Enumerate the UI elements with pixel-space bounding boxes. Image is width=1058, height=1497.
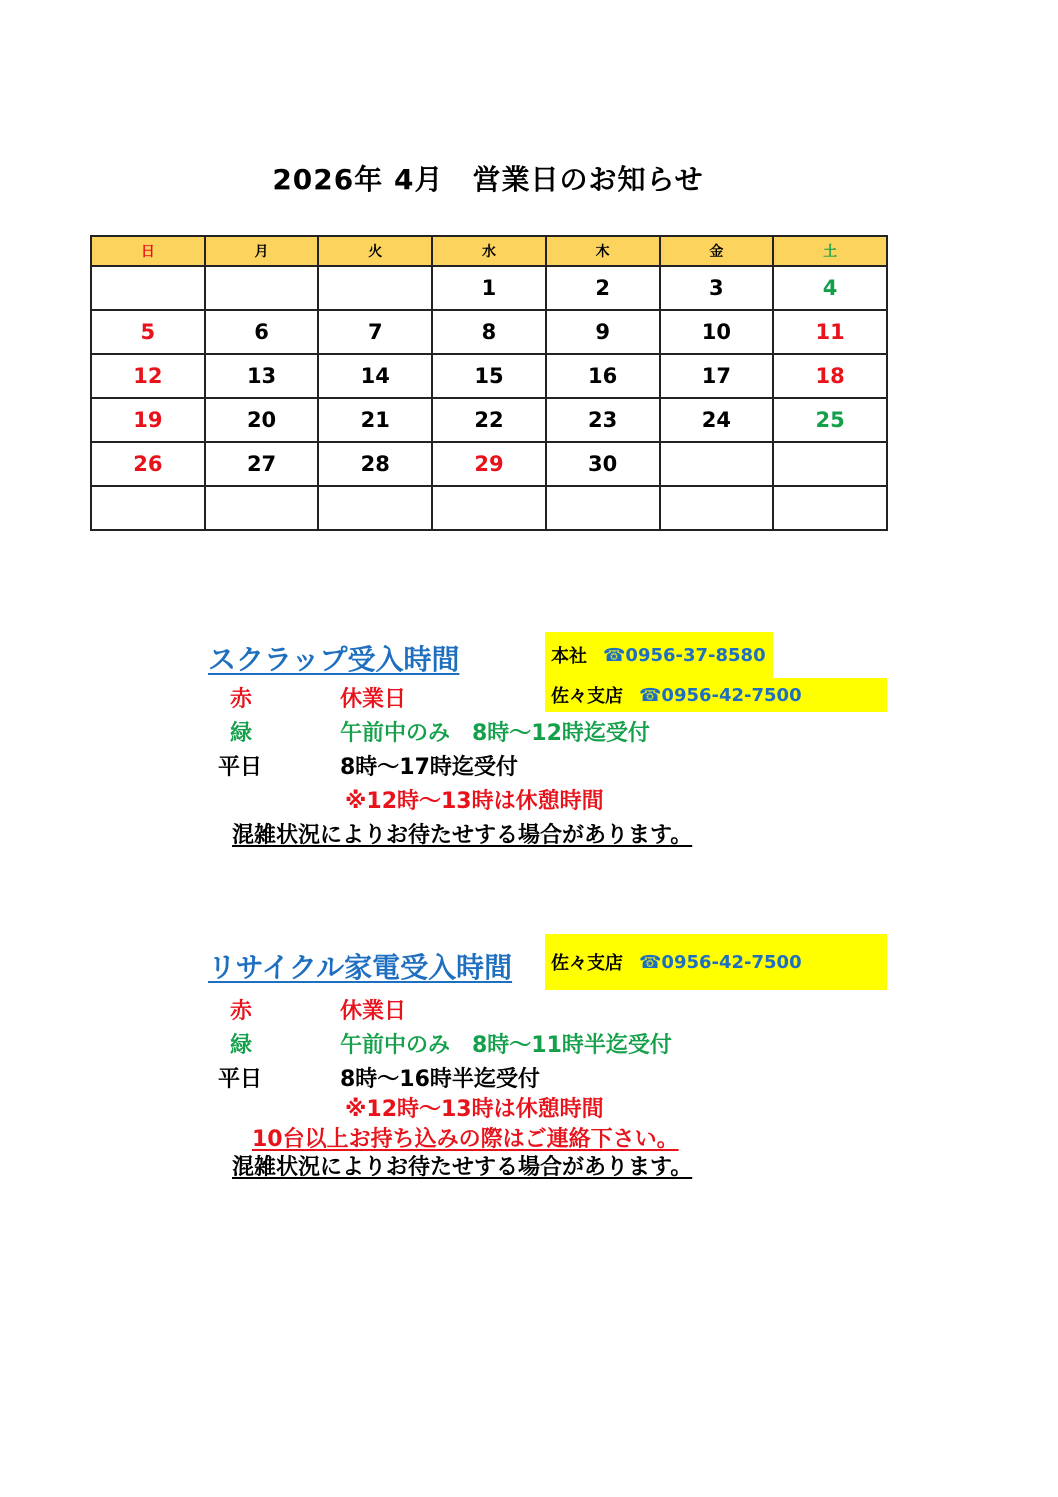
calendar-week-row [91, 310, 887, 354]
scrap-green-value: 午前中のみ 8時～12時迄受付 [340, 721, 650, 746]
weekday-2: 火 [318, 236, 432, 266]
day-cell-15: 15 [432, 354, 546, 398]
scrap-red-key: 赤 [230, 687, 253, 712]
scrap-red-value: 休業日 [340, 687, 407, 712]
day-cell-3: 3 [660, 266, 774, 310]
weekday-5: 金 [660, 236, 774, 266]
empty-day-cell [660, 486, 774, 530]
empty-day-cell [91, 486, 205, 530]
scrap-crowd-note: 混雑状況によりお待たせする場合があります。 [232, 823, 693, 848]
weekday-6: 土 [773, 236, 887, 266]
day-cell-8: 8 [432, 310, 546, 354]
weekday-3: 水 [432, 236, 546, 266]
day-cell-4: 4 [773, 266, 887, 310]
day-cell-27: 27 [205, 442, 319, 486]
recycle-weekday-key: 平日 [218, 1067, 263, 1092]
day-cell-6: 6 [205, 310, 319, 354]
empty-day-cell [773, 442, 887, 486]
weekday-header-row [91, 236, 887, 266]
scrap-sasa-label: 佐々支店 [551, 686, 623, 707]
recycle-contact-note: 10台以上お持ち込みの際はご連絡下さい。 [252, 1127, 679, 1152]
day-cell-9: 9 [546, 310, 660, 354]
empty-day-cell [318, 266, 432, 310]
day-cell-30: 30 [546, 442, 660, 486]
honsha-contact-box [545, 632, 773, 678]
day-cell-23: 23 [546, 398, 660, 442]
calendar-week-row [91, 266, 887, 310]
page-title: 2026年 4月 営業日のお知らせ [272, 163, 704, 196]
day-cell-5: 5 [91, 310, 205, 354]
recycle-section-title: リサイクル家電受入時間 [208, 951, 513, 984]
day-cell-25: 25 [773, 398, 887, 442]
empty-day-cell [205, 486, 319, 530]
day-cell-22: 22 [432, 398, 546, 442]
weekday-4: 木 [546, 236, 660, 266]
recycle-sasa-phone[interactable]: ☎0956-42-7500 [639, 951, 802, 973]
recycle-break-note: ※12時～13時は休憩時間 [345, 1097, 604, 1122]
scrap-green-key: 緑 [230, 721, 253, 746]
day-cell-18: 18 [773, 354, 887, 398]
empty-day-cell [546, 486, 660, 530]
recycle-red-key: 赤 [230, 999, 253, 1024]
scrap-sasa-contact-box [545, 678, 887, 712]
calendar-table [90, 235, 888, 531]
honsha-phone[interactable]: ☎0956-37-8580 [603, 644, 766, 666]
recycle-sasa-label: 佐々支店 [551, 953, 623, 974]
scrap-sasa-phone[interactable]: ☎0956-42-7500 [639, 684, 802, 706]
scrap-weekday-value: 8時～17時迄受付 [340, 755, 518, 780]
recycle-green-value: 午前中のみ 8時～11時半迄受付 [340, 1033, 672, 1058]
weekday-1: 月 [205, 236, 319, 266]
scrap-break-note: ※12時～13時は休憩時間 [345, 789, 604, 814]
recycle-green-key: 緑 [230, 1033, 253, 1058]
empty-day-cell [205, 266, 319, 310]
day-cell-10: 10 [660, 310, 774, 354]
weekday-0: 日 [91, 236, 205, 266]
day-cell-1: 1 [432, 266, 546, 310]
calendar-week-row [91, 486, 887, 530]
calendar-body [91, 266, 887, 530]
day-cell-17: 17 [660, 354, 774, 398]
day-cell-21: 21 [318, 398, 432, 442]
empty-day-cell [318, 486, 432, 530]
day-cell-29: 29 [432, 442, 546, 486]
day-cell-20: 20 [205, 398, 319, 442]
day-cell-7: 7 [318, 310, 432, 354]
day-cell-19: 19 [91, 398, 205, 442]
recycle-weekday-value: 8時～16時半迄受付 [340, 1067, 540, 1092]
day-cell-12: 12 [91, 354, 205, 398]
empty-day-cell [432, 486, 546, 530]
day-cell-28: 28 [318, 442, 432, 486]
scrap-section-title: スクラップ受入時間 [208, 643, 460, 676]
empty-day-cell [660, 442, 774, 486]
honsha-label: 本社 [551, 646, 587, 667]
calendar-week-row [91, 442, 887, 486]
day-cell-14: 14 [318, 354, 432, 398]
day-cell-13: 13 [205, 354, 319, 398]
scrap-weekday-key: 平日 [218, 755, 263, 780]
calendar-week-row [91, 354, 887, 398]
day-cell-11: 11 [773, 310, 887, 354]
recycle-crowd-note: 混雑状況によりお待たせする場合があります。 [232, 1155, 693, 1180]
day-cell-24: 24 [660, 398, 774, 442]
calendar-week-row [91, 398, 887, 442]
empty-day-cell [773, 486, 887, 530]
day-cell-16: 16 [546, 354, 660, 398]
day-cell-2: 2 [546, 266, 660, 310]
day-cell-26: 26 [91, 442, 205, 486]
recycle-red-value: 休業日 [340, 999, 407, 1024]
empty-day-cell [91, 266, 205, 310]
recycle-sasa-contact-box [545, 934, 887, 990]
